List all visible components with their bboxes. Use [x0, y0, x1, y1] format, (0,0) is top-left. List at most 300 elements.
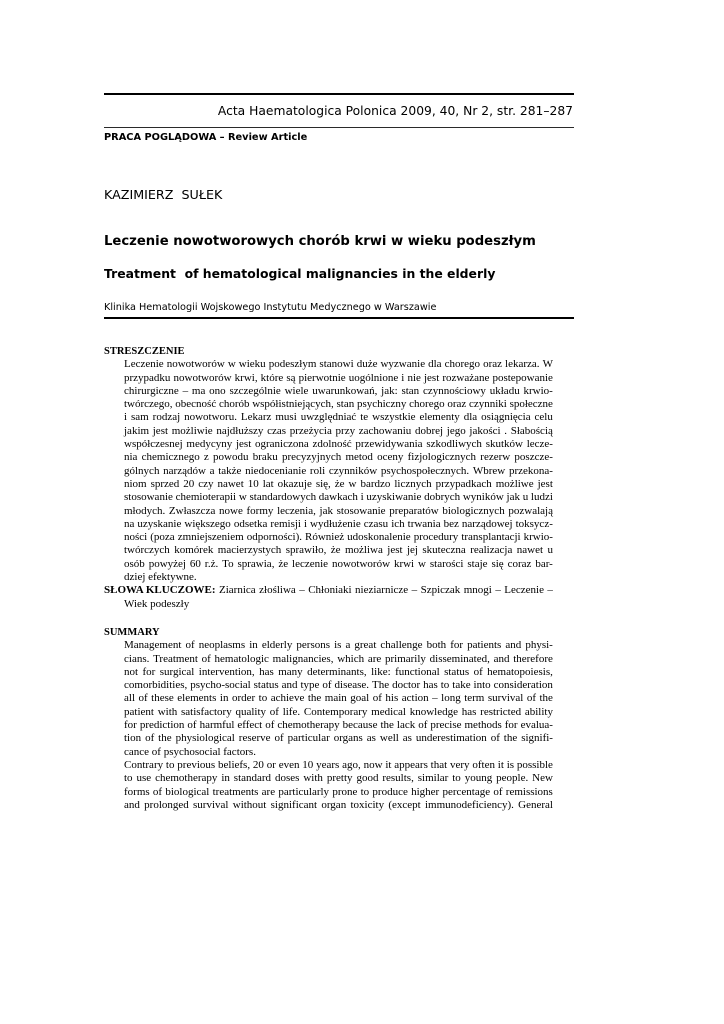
word: and: [493, 652, 510, 665]
keywords-label: SŁOWA KLUCZOWE:: [104, 584, 216, 597]
word: precise: [430, 719, 462, 732]
word: a: [345, 639, 351, 652]
word: przeżycia: [289, 424, 332, 437]
word: duże: [356, 358, 378, 371]
word: for: [124, 719, 137, 732]
word: uzyskiwanie: [366, 491, 422, 504]
word: Również: [305, 531, 345, 544]
keywords-line-last: Wiek podeszły: [124, 597, 190, 610]
abstract-pl-line: [124, 425, 553, 438]
word: of: [372, 692, 382, 705]
word: medycyny: [186, 438, 233, 451]
word: of: [418, 719, 428, 732]
word: that: [430, 758, 448, 771]
word: dobrych: [424, 491, 461, 504]
word: obecność: [175, 398, 217, 411]
word: Zwłaszcza: [168, 504, 216, 517]
word: of: [138, 692, 148, 705]
word: his: [385, 692, 399, 705]
word: u: [522, 491, 529, 504]
word: lecze-: [526, 438, 553, 451]
word: chorego: [444, 358, 481, 371]
word: pozwalają: [508, 504, 553, 517]
word: with: [303, 772, 323, 785]
journal-citation: Acta Haematologica Polonica 2009, 40, Nr 2, str. 281–287: [217, 104, 573, 118]
word: The: [372, 679, 390, 692]
word: the: [380, 719, 394, 732]
word: organs: [333, 732, 363, 745]
word: się: [491, 557, 504, 570]
word: przypadkach: [435, 477, 492, 490]
word: effect: [237, 719, 263, 732]
abstract-pl-line: [124, 531, 553, 544]
word: W: [542, 358, 553, 371]
word: physiological: [175, 732, 235, 745]
word: wszystkie: [372, 411, 416, 424]
word: roli: [309, 464, 326, 477]
word: współistniejących,: [252, 398, 334, 411]
word: możliwie: [171, 424, 213, 437]
word: pierwotnie: [298, 371, 346, 384]
word: młodych.: [124, 504, 166, 517]
word: with: [157, 705, 178, 718]
word: ich: [391, 517, 405, 530]
word: nawet: [516, 544, 544, 557]
word: it: [497, 758, 504, 771]
word: as: [366, 732, 376, 745]
word: order: [231, 692, 256, 705]
word: bar-: [535, 557, 553, 570]
word: 10: [302, 758, 314, 771]
word: chemicznego: [141, 451, 200, 464]
word: action: [401, 692, 429, 705]
word: well: [379, 732, 399, 745]
summary-line: [124, 666, 553, 679]
word: krwi: [393, 557, 415, 570]
word: good: [356, 772, 379, 785]
word: krwio-: [523, 384, 553, 397]
word: has: [423, 679, 438, 692]
word: preparatów: [389, 504, 439, 517]
word: niom: [124, 477, 147, 490]
word: możliwa: [344, 544, 383, 557]
word: dobrej: [414, 424, 444, 437]
word: leczenie: [292, 557, 329, 570]
word: 60: [189, 557, 201, 570]
word: determinants,: [307, 665, 367, 678]
word: years: [316, 758, 340, 771]
word: elements: [177, 692, 217, 705]
word: Wbrew: [472, 464, 506, 477]
word: podeszłym: [268, 358, 317, 371]
word: ności: [124, 531, 148, 544]
word: consideration: [493, 679, 553, 692]
word: celu: [534, 411, 553, 424]
word: nie: [407, 371, 421, 384]
word: transplantacji: [461, 531, 521, 544]
word: to: [452, 772, 461, 785]
word: goal: [350, 692, 370, 705]
summary-paragraph-end: cance of psychosocial factors.: [124, 745, 256, 758]
word: remisji: [270, 517, 301, 530]
word: therefore: [513, 652, 553, 665]
word: which: [337, 652, 365, 665]
abstract-heading-pl: STRESZCZENIE: [104, 346, 185, 357]
word: possible: [516, 758, 553, 771]
word: z: [203, 451, 209, 464]
word: of: [185, 639, 195, 652]
word: jak:: [381, 384, 398, 397]
word: survival: [193, 798, 229, 811]
word: –: [411, 584, 418, 597]
word: surgical: [159, 665, 195, 678]
word: General: [518, 798, 553, 811]
word: Szpiczak: [420, 584, 461, 597]
word: uzyskanie: [137, 517, 182, 530]
word: powyżej: [148, 557, 186, 570]
word: restricted: [480, 705, 522, 718]
word: że: [278, 557, 289, 570]
word: of: [187, 719, 197, 732]
word: (poza: [150, 531, 175, 544]
word: both: [426, 639, 447, 652]
word: mnogi: [463, 584, 492, 597]
word: Słabością: [510, 424, 553, 437]
word: take: [452, 679, 471, 692]
word: układu: [489, 384, 520, 397]
word: hematopoiesis,: [487, 665, 553, 678]
word: of: [201, 652, 211, 665]
word: beliefs,: [218, 758, 251, 771]
word: long: [441, 692, 461, 705]
word: patient: [124, 705, 154, 718]
word: nowotworów: [331, 557, 391, 570]
word: zachowaniu: [358, 424, 412, 437]
word: cians.: [124, 652, 150, 665]
word: these: [151, 692, 174, 705]
word: status: [444, 665, 470, 678]
word: –: [495, 584, 501, 597]
word: trwania: [407, 517, 441, 530]
word: type: [300, 679, 320, 692]
word: of: [493, 785, 503, 798]
word: narządowej: [461, 517, 513, 530]
word: bez: [443, 517, 459, 530]
word: Leczenie: [504, 584, 544, 597]
word: osiągnięcia: [481, 411, 531, 424]
word: forms: [124, 785, 150, 798]
word: great: [354, 639, 377, 652]
word: krwi,: [234, 371, 258, 384]
word: jego: [446, 424, 466, 437]
abstract-pl-line: [124, 518, 553, 531]
word: gólnych: [124, 464, 160, 477]
word: signifi-: [521, 732, 553, 745]
word: in: [221, 772, 230, 785]
word: –: [182, 384, 189, 397]
word: skutków: [485, 438, 523, 451]
abstract-pl-line: [124, 372, 553, 385]
word: evalua-: [520, 719, 553, 732]
word: jest: [235, 438, 252, 451]
word: niedocenianie: [245, 464, 307, 477]
summary-line: [124, 679, 553, 692]
summary-line: [124, 719, 553, 732]
word: formy: [246, 504, 274, 517]
word: in: [219, 692, 229, 705]
word: musi: [275, 411, 297, 424]
word: organ: [321, 798, 347, 811]
word: ograniczona: [255, 438, 309, 451]
word: of: [265, 719, 275, 732]
word: the: [503, 732, 518, 745]
word: it: [385, 758, 392, 771]
word: jest: [537, 477, 553, 490]
word: in: [249, 639, 258, 652]
word: malignancies,: [272, 652, 334, 665]
word: braku: [252, 451, 278, 464]
word: twórczych: [124, 544, 170, 557]
word: lat: [262, 477, 274, 490]
word: prolonged: [144, 798, 189, 811]
word: lack: [396, 719, 416, 732]
word: w: [238, 491, 247, 504]
word: main: [324, 692, 347, 705]
word: satisfactory: [181, 705, 232, 718]
word: oceny: [377, 451, 404, 464]
word: significant: [270, 798, 318, 811]
word: the: [539, 692, 553, 705]
word: of: [145, 732, 155, 745]
word: dla: [463, 411, 478, 424]
word: że: [334, 477, 345, 490]
word: Leczenie: [124, 358, 164, 371]
word: psycho-social: [190, 679, 251, 692]
word: prediction: [139, 719, 185, 732]
word: doctor: [392, 679, 421, 692]
word: to: [124, 772, 133, 785]
word: wydłużenie: [310, 517, 361, 530]
word: wyników: [462, 491, 504, 504]
word: are: [261, 785, 276, 798]
word: nieziarnicze: [355, 584, 409, 597]
word: reserve: [238, 732, 271, 745]
word: because: [342, 719, 378, 732]
word: psychiczny: [356, 398, 407, 411]
word: biological: [165, 785, 210, 798]
word: survival: [487, 692, 524, 705]
word: 20: [252, 758, 264, 771]
word: większego: [184, 517, 231, 530]
word: for: [142, 665, 156, 678]
word: przekona-: [508, 464, 553, 477]
word: like:: [371, 665, 391, 678]
word: jest: [152, 424, 169, 437]
abstract-pl-line: [124, 465, 553, 478]
abstract-pl-line: [124, 478, 553, 491]
word: ma: [191, 384, 206, 397]
word: realizacja: [470, 544, 513, 557]
word: odsetka: [233, 517, 268, 530]
header-top-rule: [104, 93, 574, 95]
word: te: [360, 411, 369, 424]
word: chemotherapy: [277, 719, 340, 732]
word: of: [490, 732, 500, 745]
word: nowotworów: [166, 358, 225, 371]
word: powodu: [213, 451, 249, 464]
abstract-pl-line: [124, 505, 553, 518]
affiliation: Klinika Hematologii Wojskowego Instytutu Medycznego w Warszawie: [104, 302, 437, 313]
word: jej: [406, 544, 418, 557]
word: stanowi: [319, 358, 354, 371]
word: sam: [131, 411, 149, 424]
word: or: [266, 758, 276, 771]
header-bottom-rule: [104, 127, 574, 128]
word: (except: [388, 798, 421, 811]
word: nowotworów: [173, 371, 232, 384]
word: .: [504, 424, 508, 437]
word: elderly: [261, 639, 293, 652]
word: previous: [177, 758, 216, 771]
word: for: [450, 639, 464, 652]
abstract-polish: [104, 345, 553, 611]
word: produce: [372, 785, 408, 798]
word: as: [402, 732, 412, 745]
word: to: [360, 785, 370, 798]
summary-line: [124, 759, 553, 772]
word: disseminated,: [429, 652, 490, 665]
abstract-pl-line: [124, 451, 553, 464]
word: nawet: [217, 477, 244, 490]
word: of: [322, 679, 332, 692]
word: similar: [417, 772, 449, 785]
word: ago,: [342, 758, 361, 771]
word: status: [253, 679, 279, 692]
word: medical: [371, 705, 406, 718]
abstract-pl-line: [124, 385, 553, 398]
word: u: [547, 544, 553, 557]
word: możliwe: [495, 477, 534, 490]
summary-line: [124, 786, 553, 799]
word: hematologic: [214, 652, 269, 665]
word: uwzględniać: [300, 411, 357, 424]
word: methods: [464, 719, 502, 732]
word: i: [401, 371, 405, 384]
word: r.ż.: [204, 557, 219, 570]
word: przypadku: [124, 371, 171, 384]
word: macierzystych: [217, 544, 282, 557]
word: czynniki: [468, 398, 507, 411]
word: of: [526, 692, 536, 705]
word: licznych: [394, 477, 432, 490]
word: is: [506, 758, 515, 771]
abstract-pl-line: [124, 398, 553, 411]
word: oraz: [447, 398, 467, 411]
word: się,: [315, 477, 331, 490]
word: –: [299, 584, 305, 597]
word: czasu: [363, 517, 389, 530]
word: uwarunkowań,: [312, 384, 378, 397]
word: i: [303, 517, 308, 530]
word: harmful: [199, 719, 235, 732]
word: immunodeficiency).: [424, 798, 514, 811]
word: physi-: [525, 639, 553, 652]
word: precyzyjnych: [281, 451, 342, 464]
word: stosowanie: [336, 504, 386, 517]
word: quality: [235, 705, 267, 718]
word: particularly: [278, 785, 330, 798]
word: chorób: [218, 398, 250, 411]
word: Treatment: [153, 652, 198, 665]
word: i: [124, 411, 128, 424]
word: społeczne: [509, 398, 553, 411]
abstract-english: [104, 626, 553, 812]
word: że: [330, 544, 341, 557]
summary-line: [124, 639, 553, 652]
word: narządów: [163, 464, 206, 477]
word: results,: [382, 772, 414, 785]
keywords-line: [104, 584, 553, 597]
word: of: [152, 785, 163, 798]
word: chorego: [409, 398, 445, 411]
word: jest: [423, 371, 440, 384]
word: of: [269, 705, 279, 718]
word: zmniejszeniem: [177, 531, 244, 544]
word: elementy: [419, 411, 460, 424]
word: prone: [332, 785, 358, 798]
word: chirurgiczne: [124, 384, 179, 397]
word: osób: [124, 557, 145, 570]
word: of: [274, 732, 284, 745]
word: has: [461, 705, 477, 718]
word: jest: [387, 544, 403, 557]
word: chemioterapii: [175, 491, 237, 504]
word: all: [124, 692, 135, 705]
word: Management: [124, 639, 182, 652]
word: underestimation: [415, 732, 487, 745]
title-polish: Leczenie nowotworowych chorób krwi w wieku podeszłym: [104, 234, 536, 249]
word: także: [218, 464, 242, 477]
abstract-pl-line-last: dziej efektywne.: [124, 571, 197, 584]
word: sprzed: [150, 477, 180, 490]
word: krwio-: [523, 531, 553, 544]
summary-line: [124, 706, 553, 719]
word: ability: [524, 705, 553, 718]
word: wiele: [284, 384, 309, 397]
word: stosowanie: [124, 491, 173, 504]
word: sprawia,: [237, 557, 275, 570]
word: remissions: [505, 785, 553, 798]
word: to: [440, 679, 450, 692]
abstract-pl-line: [124, 411, 553, 424]
word: 10: [247, 477, 259, 490]
word: skuteczna: [422, 544, 466, 557]
word: appears: [394, 758, 428, 771]
word: patients: [467, 639, 502, 652]
word: treatments: [212, 785, 259, 798]
word: złośliwa: [259, 584, 296, 597]
summary-line: [124, 732, 553, 745]
word: toksycz-: [515, 517, 553, 530]
word: doses: [274, 772, 300, 785]
word: czas: [267, 424, 287, 437]
word: life.: [282, 705, 301, 718]
word: very: [449, 758, 470, 771]
word: biologicznych: [442, 504, 505, 517]
summary-heading: SUMMARY: [104, 627, 160, 638]
word: procedury: [413, 531, 459, 544]
word: i: [360, 491, 364, 504]
